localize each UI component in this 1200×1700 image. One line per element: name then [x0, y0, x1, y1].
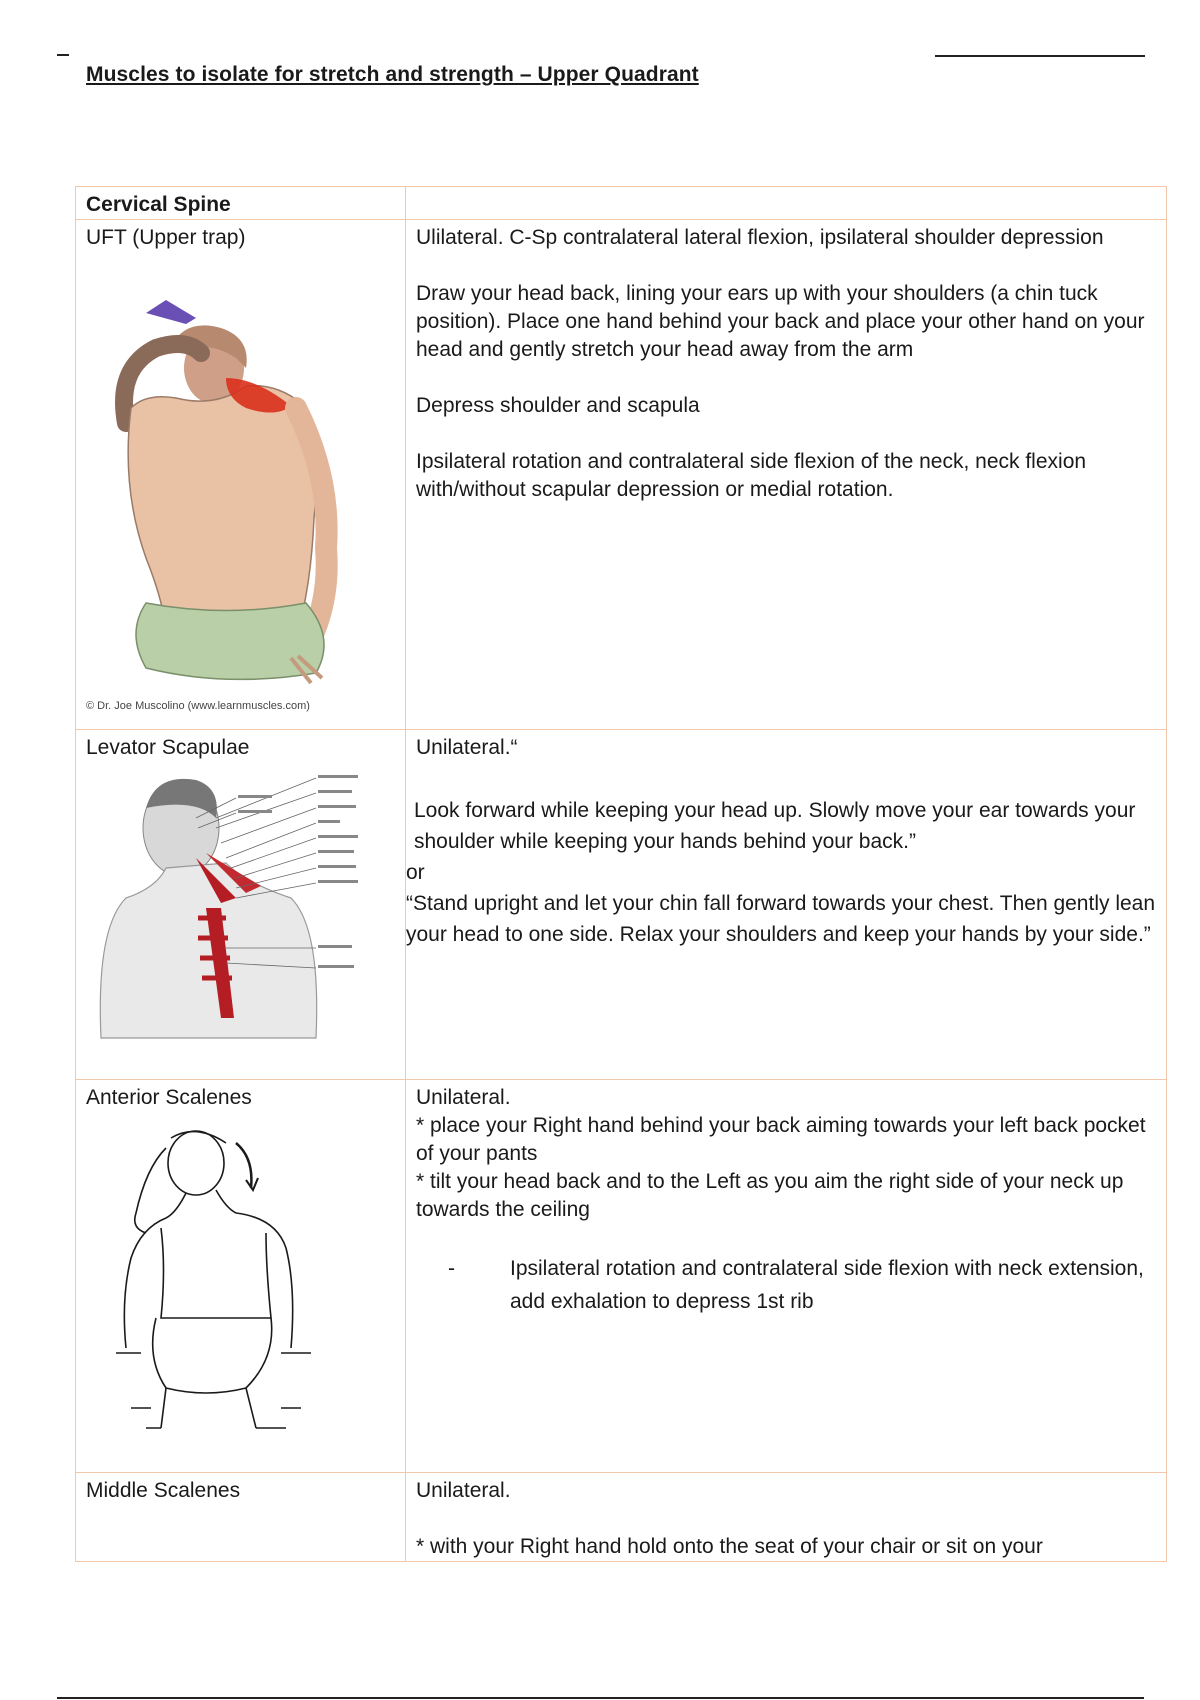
table-row: [76, 1473, 1167, 1562]
section-title-cell: [76, 187, 406, 220]
muscle-name-upper-trap: UFT (Upper trap): [86, 226, 246, 249]
header-rule: [935, 55, 1145, 57]
description-paragraph: Depress shoulder and scapula: [416, 394, 700, 417]
table-row: [76, 220, 1167, 730]
muscle-name-anterior-scalenes: Anterior Scalenes: [86, 1086, 252, 1109]
table-row: [76, 1080, 1167, 1473]
description-paragraph: Draw your head back, lining your ears up with your shoulders (a chin tuck position). Place one hand behind your back and place your other hand on your head and gently stretch your head away from the arm: [416, 282, 1145, 361]
description-paragraph: Unilateral.: [416, 1086, 511, 1109]
muscle-cell: [76, 1080, 406, 1473]
description-cell: [406, 730, 1167, 1080]
anterior-scalenes-stretch-illustration: [86, 1118, 376, 1448]
table-row: [76, 730, 1167, 1080]
bullet-item: [416, 1252, 1158, 1318]
description-paragraph: Ulilateral. C-Sp contralateral lateral flexion, ipsilateral shoulder depression: [416, 226, 1104, 249]
muscle-cell: [76, 730, 406, 1080]
muscle-name-levator-scapulae: Levator Scapulae: [86, 736, 250, 759]
description-cell: [406, 1080, 1167, 1473]
figure-credit: © Dr. Joe Muscolino (www.learnmuscles.com): [86, 700, 310, 712]
description-paragraph: Unilateral.: [416, 1479, 511, 1502]
levator-instructions: [406, 795, 1158, 950]
levator-scapulae-anatomy-illustration: [86, 768, 386, 1058]
description-paragraph: “Stand upright and let your chin fall forward towards your chest. Then gently lean your head to one side. Relax your shoulders and keep your hands by your side.”: [406, 892, 1156, 946]
header-dash: [57, 54, 69, 56]
description-paragraph: or: [406, 861, 425, 884]
muscle-cell: [76, 220, 406, 730]
description-paragraph: Unilateral.“: [416, 736, 518, 759]
section-empty-cell: [406, 187, 1167, 220]
table-header-row: [76, 187, 1167, 220]
page-title: Muscles to isolate for stretch and strength – Upper Quadrant: [86, 63, 699, 86]
description-paragraph: * place your Right hand behind your back aiming towards your left back pocket of your pants: [416, 1114, 1146, 1165]
description-paragraph: * tilt your head back and to the Left as you aim the right side of your neck up towards the ceiling: [416, 1170, 1124, 1221]
description-cell: [406, 1473, 1167, 1562]
description-paragraph: * with your Right hand hold onto the seat of your chair or sit on your: [416, 1535, 1043, 1558]
muscle-table: [75, 186, 1167, 1562]
description-paragraph: Look forward while keeping your head up. Slowly move your ear towards your shoulder while keeping your hands behind your back.”: [414, 799, 1136, 853]
description-cell: [406, 220, 1167, 730]
section-title: Cervical Spine: [86, 193, 231, 216]
muscle-cell: [76, 1473, 406, 1562]
bullet-marker: -: [448, 1257, 455, 1280]
upper-trap-stretch-illustration: [86, 258, 376, 698]
description-paragraph: Ipsilateral rotation and contralateral side flexion of the neck, neck flexion with/without scapular depression or medial rotation.: [416, 450, 1087, 501]
muscle-name-middle-scalenes: Middle Scalenes: [86, 1479, 241, 1502]
bullet-text: Ipsilateral rotation and contralateral side flexion with neck extension, add exhalation to depress 1st rib: [510, 1257, 1144, 1313]
footer-rule: [57, 1697, 1144, 1699]
